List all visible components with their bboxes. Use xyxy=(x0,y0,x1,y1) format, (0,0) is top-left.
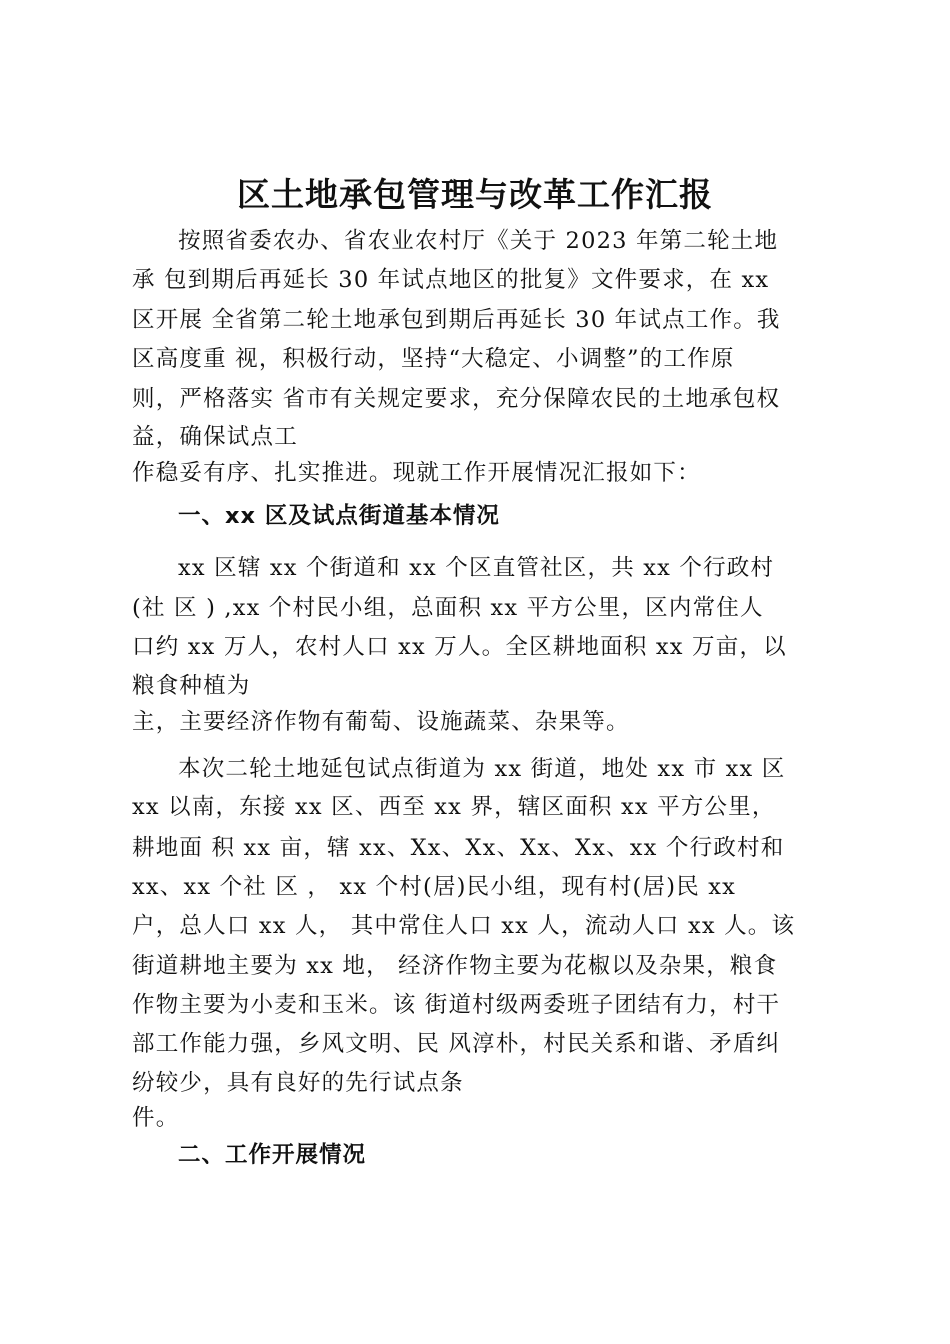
section1-para2-line: 件。 xyxy=(132,1105,180,1131)
section-heading-1: 一、xx 区及试点街道基本情况 xyxy=(178,503,500,529)
intro-line: 益，确保试点工 xyxy=(132,424,298,450)
intro-line: 区开展 全省第二轮土地承包到期后再延长 30 年试点工作。我 xyxy=(132,307,781,333)
section1-para2-line: 部工作能力强，乡风文明、民 风淳朴，村民关系和谐、矛盾纠 xyxy=(132,1031,781,1057)
section1-para1-line: 粮食种植为 xyxy=(132,673,251,699)
section1-para2-line: xx 以南，东接 xx 区、西至 xx 界，辖区面积 xx 平方公里， xyxy=(132,794,776,820)
section1-para2-line: 耕地面 积 xx 亩，辖 xx、Xx、Xx、Xx、Xx、xx 个行政村和 xyxy=(132,835,785,861)
section1-para2-line: 户，总人口 xx 人， 其中常住人口 xx 人，流动人口 xx 人。该 xyxy=(132,913,796,939)
section1-para2-line: 街道耕地主要为 xx 地， 经济作物主要为花椒以及杂果，粮食 xyxy=(132,953,778,979)
section1-para2-line: xx、xx 个社 区 ， xx 个村(居)民小组，现有村(居)民 xx xyxy=(132,874,737,900)
intro-line: 区高度重 视，积极行动，坚持“大稳定、小调整”的工作原 xyxy=(132,346,735,372)
intro-line: 承 包到期后再延长 30 年试点地区的批复》文件要求，在 xx xyxy=(132,267,770,293)
intro-line: 则，严格落实 省市有关规定要求，充分保障农民的土地承包权 xyxy=(132,386,781,412)
section1-para1-line: (社 区 ) ,xx 个村民小组，总面积 xx 平方公里，区内常住人 xyxy=(132,595,764,621)
section-heading-2: 二、工作开展情况 xyxy=(178,1142,367,1168)
document-title: 区土地承包管理与改革工作汇报 xyxy=(237,175,713,214)
section1-para1-line: 口约 xx 万人，农村人口 xx 万人。全区耕地面积 xx 万亩，以 xyxy=(132,634,787,660)
section1-para1-line: 主，主要经济作物有葡萄、设施蔬菜、杂果等。 xyxy=(132,709,630,735)
intro-line: 作稳妥有序、扎实推进。现就工作开展情况汇报如下： xyxy=(132,460,701,486)
section1-para2-line: 纷较少，具有良好的先行试点条 xyxy=(132,1070,464,1096)
section1-para2-line: 作物主要为小麦和玉米。该 街道村级两委班子团结有力，村干 xyxy=(132,992,781,1018)
section1-para1-line: xx 区辖 xx 个街道和 xx 个区直管社区，共 xx 个行政村 xyxy=(178,555,775,581)
intro-line: 按照省委农办、省农业农村厅《关于 2023 年第二轮土地 xyxy=(178,228,779,254)
section1-para2-line: 本次二轮土地延包试点街道为 xx 街道，地处 xx 市 xx 区 xyxy=(178,756,786,782)
